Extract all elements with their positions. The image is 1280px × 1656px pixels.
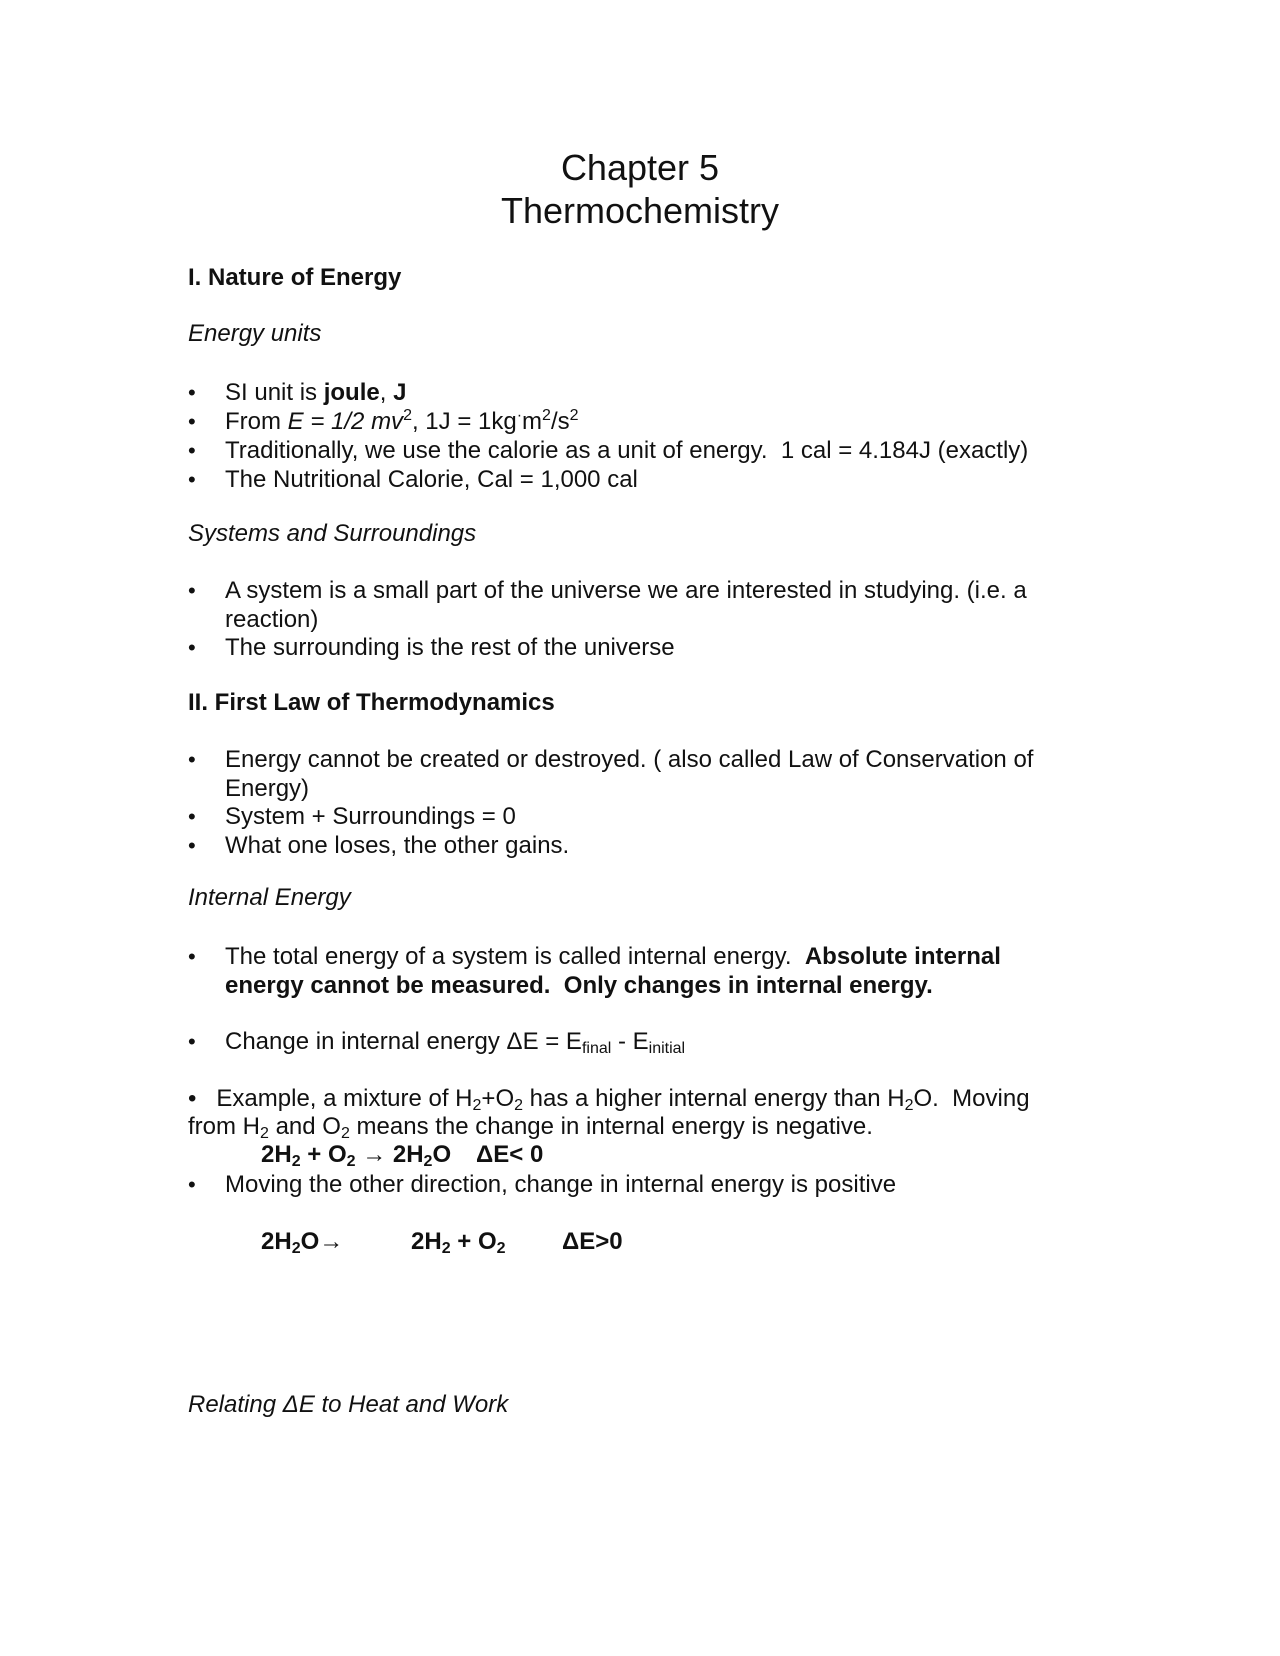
- subheading-energy-units: Energy units: [188, 320, 322, 347]
- list-item: [188, 378, 1088, 407]
- equation-reverse-reactant: $2H_2O\to$: [261, 1228, 344, 1257]
- list-item: [188, 942, 1088, 1000]
- section-heading-first-law: II. First Law of Thermodynamics: [188, 689, 555, 716]
- list-item-text: The total energy of a system is called internal energy. Absolute internal energy cannot be measured. Only changes in internal energy.: [225, 943, 1008, 999]
- list-item: [188, 436, 1088, 465]
- list-item-text: Energy cannot be created or destroyed. ( also called Law of Conservation of Energy): [225, 746, 1034, 802]
- list-item: [188, 576, 1088, 634]
- bullet-icon: •: [188, 804, 196, 829]
- bullet-icon: •: [188, 635, 196, 660]
- bullet-icon: •: [188, 1029, 196, 1054]
- list-item-text: The surrounding is the rest of the universe: [225, 634, 675, 661]
- equation-reverse-delta: ΔE>0: [562, 1228, 623, 1255]
- list-item: [188, 745, 1088, 803]
- bullet-icon: •: [188, 409, 196, 434]
- list-item: [188, 1170, 1088, 1199]
- list-item: [188, 1027, 1088, 1056]
- bullet-icon: •: [188, 1172, 196, 1197]
- bullet-icon: •: [188, 380, 196, 405]
- list-item-text: A system is a small part of the universe we are interested in studying. (i.e. a reaction): [225, 577, 1027, 633]
- chapter-subtitle: Thermochemistry: [500, 190, 780, 231]
- subheading-internal-energy: Internal Energy: [188, 884, 351, 911]
- subheading-systems-and-surroundings: Systems and Surroundings: [188, 520, 477, 547]
- bullet-icon: •: [188, 747, 196, 772]
- list-item: [188, 465, 1088, 494]
- list-item: [188, 633, 1088, 662]
- list-item-text: SI unit is joule, J: [225, 379, 407, 406]
- list-item: [188, 831, 1088, 860]
- list-item-text: What one loses, the other gains.: [225, 832, 570, 859]
- list-item-text: System + Surroundings = 0: [225, 803, 516, 830]
- bullet-icon: •: [188, 438, 196, 463]
- bullet-icon: •: [188, 578, 196, 603]
- list-item-text: Traditionally, we use the calorie as a unit of energy. 1 cal = 4.184J (exactly): [225, 437, 1029, 464]
- bullet-icon: •: [188, 467, 196, 492]
- list-item-text: Moving the other direction, change in internal energy is positive: [225, 1171, 897, 1198]
- equation-forward-delta: ΔE< 0: [476, 1141, 544, 1168]
- list-item-text: From E = 1/2 $mv^2$, $1J = 1kg^\cdot m^2/s^2$: [225, 407, 579, 435]
- subheading-relating-delta-e: Relating ΔE to Heat and Work: [188, 1391, 509, 1418]
- bullet-icon: •: [188, 944, 196, 969]
- bullet-icon: •: [188, 833, 196, 858]
- chapter-title: Chapter 5: [560, 147, 720, 188]
- bullet-icon: •: [188, 1085, 197, 1112]
- equation-reverse-product: $2H_2 + O_2$: [411, 1228, 506, 1257]
- section-heading-nature-of-energy: I. Nature of Energy: [188, 264, 402, 291]
- list-item-text: Change in internal energy $\Delta E = E_{final} - E_{initial}$: [225, 1028, 686, 1057]
- example-line-1: • Example, a mixture of $H_2+O_2$ has a higher internal energy than $H_2O$. Moving: [188, 1085, 1030, 1114]
- list-item-text: The Nutritional Calorie, Cal = 1,000 cal: [225, 466, 638, 493]
- equation-forward: $2H_2 + O_2 \to 2H_2O$: [261, 1141, 452, 1170]
- list-item: [188, 407, 1088, 436]
- list-item: [188, 802, 1088, 831]
- example-line-2: from $H_2$ and $O_2$ means the change in internal energy is negative.: [188, 1113, 873, 1142]
